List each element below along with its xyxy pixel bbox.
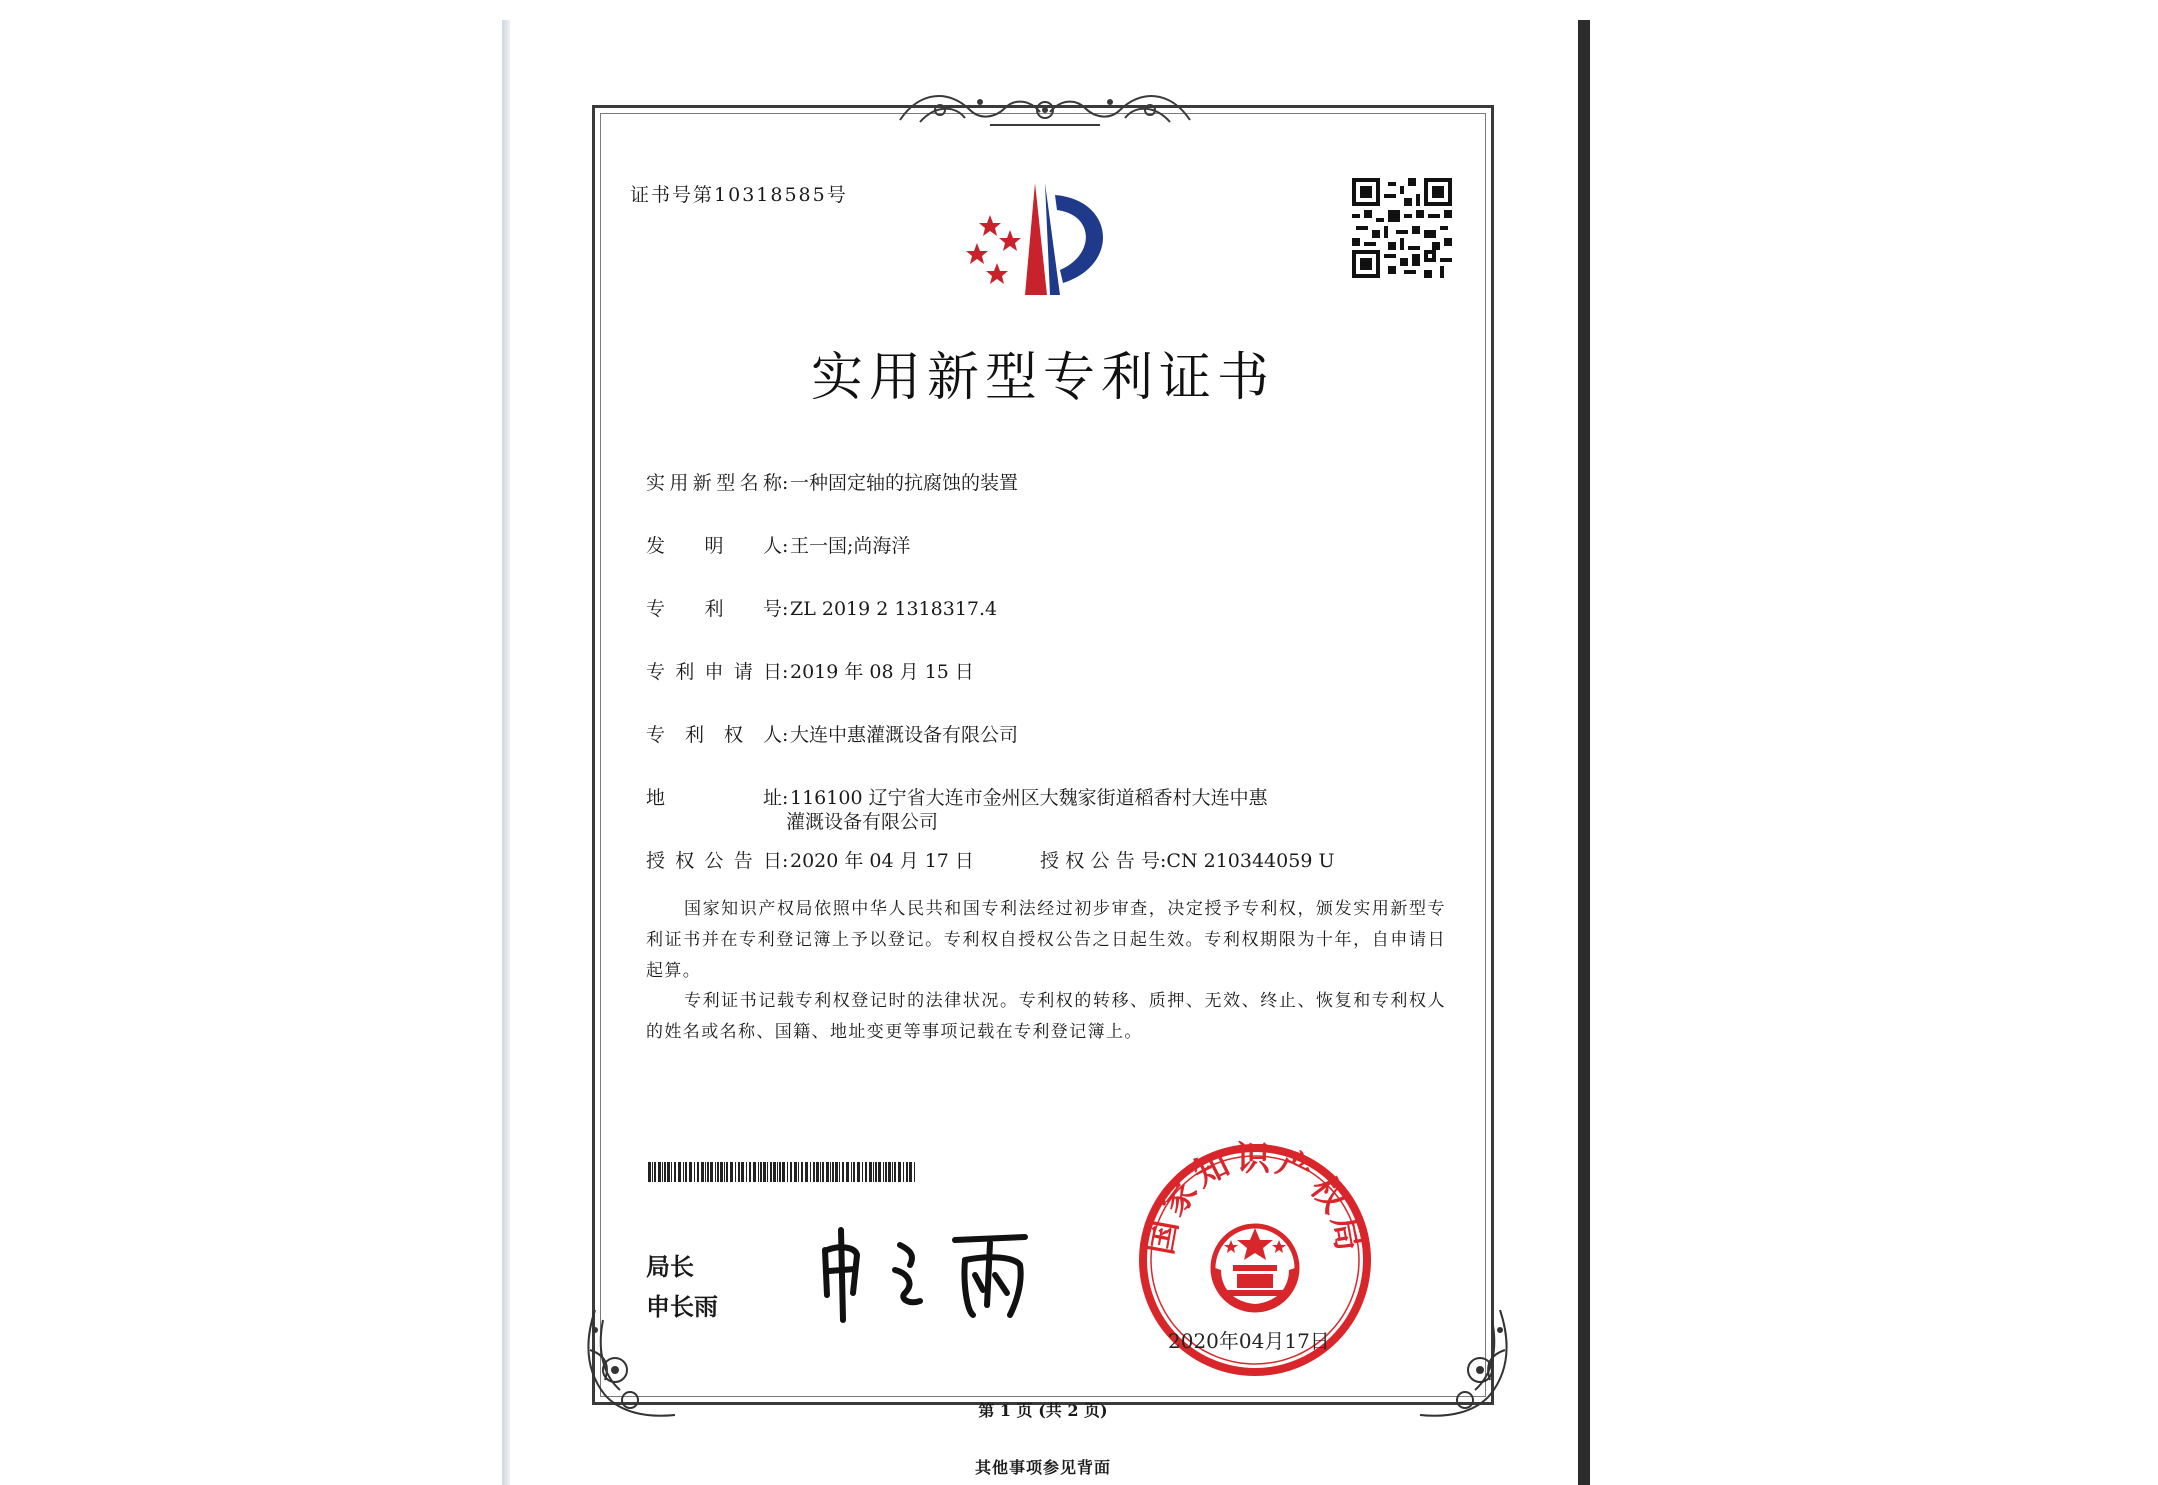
barcode-bar (857, 1162, 860, 1182)
certificate-number-suffix: 号 (826, 184, 848, 206)
barcode-bar (726, 1162, 728, 1182)
barcode-bar (758, 1162, 759, 1182)
field-address-continuation: 灌溉设备有限公司 (786, 811, 939, 833)
barcode-bar (842, 1162, 844, 1182)
field-colon: : (782, 787, 789, 809)
barcode-bar (865, 1162, 867, 1182)
field-address (646, 783, 1268, 810)
barcode-bar (873, 1162, 874, 1182)
field-colon: : (782, 724, 789, 746)
barcode-bar (779, 1162, 781, 1182)
field-patent-number (646, 594, 997, 621)
barcode-bar (671, 1162, 672, 1182)
certificate-number-label: 证书号第 (630, 184, 715, 206)
barcode-bar (770, 1162, 772, 1182)
barcode-bar (885, 1162, 887, 1182)
barcode-bar (717, 1162, 719, 1182)
barcode-bar (683, 1162, 684, 1182)
field-value: CN 210344059 U (1166, 850, 1335, 872)
barcode-bar (820, 1162, 821, 1182)
field-label: 专利权人 (646, 724, 782, 746)
barcode-bar (810, 1162, 811, 1182)
barcode-bar (798, 1162, 799, 1182)
certificate-number (630, 180, 848, 207)
barcode-bar (892, 1162, 893, 1182)
barcode-bar (760, 1162, 762, 1182)
barcode-bar (715, 1162, 716, 1182)
field-label: 授权公告号 (1040, 850, 1160, 872)
qr-code-icon (1352, 178, 1452, 278)
seal-date: 2020年04月17日 (1168, 1329, 1330, 1353)
barcode-bar (735, 1162, 736, 1182)
field-colon: : (782, 472, 789, 494)
barcode-bar (813, 1162, 815, 1182)
field-colon: : (782, 598, 789, 620)
barcode-bar (853, 1162, 855, 1182)
barcode-bar (724, 1162, 725, 1182)
barcode-bar (862, 1162, 863, 1182)
field-value: 王一国;尚海洋 (790, 535, 911, 557)
body-paragraph-2: 专利证书记载专利权登记时的法律状况。专利权的转移、质押、无效、终止、恢复和专利权人的姓名或名称、国籍、地址变更等事项记载在专利登记簿上。 (646, 991, 1446, 1042)
barcode-bar (832, 1162, 834, 1182)
barcode-bar (701, 1162, 704, 1182)
barcode-bar (826, 1162, 829, 1182)
barcode-bar (753, 1162, 756, 1182)
field-inventor (646, 531, 910, 558)
barcode-bar (694, 1162, 695, 1182)
barcode-bar (685, 1162, 687, 1182)
barcode-bar (738, 1162, 740, 1182)
footer-note: 其他事项参见背面 (974, 1458, 1111, 1477)
barcode-bar (652, 1162, 653, 1182)
barcode-bar (790, 1162, 792, 1182)
field-label: 发明人 (646, 535, 782, 557)
barcode-bar (816, 1162, 819, 1182)
director-title: 局长 (646, 1253, 694, 1281)
barcode-bar (903, 1162, 904, 1182)
barcode-bar (654, 1162, 656, 1182)
barcode-bar (830, 1162, 831, 1182)
barcode-bar (805, 1162, 808, 1182)
barcode-bar (707, 1162, 709, 1182)
barcode-bar (839, 1162, 840, 1182)
barcode-bar (710, 1162, 713, 1182)
barcode-icon (648, 1162, 918, 1182)
barcode-bar (741, 1162, 744, 1182)
barcode-bar (773, 1162, 776, 1182)
barcode-bar (883, 1162, 884, 1182)
barcode-bar (720, 1162, 723, 1182)
seal-text: 国家知识产权局 (1140, 1140, 1370, 1258)
patent-office-emblem-icon (955, 175, 1135, 305)
barcode-bar (648, 1162, 651, 1182)
barcode-bar (869, 1162, 872, 1182)
barcode-bar (746, 1162, 747, 1182)
field-label: 专利号 (646, 598, 782, 620)
barcode-bar (667, 1162, 670, 1182)
certificate-title: 实用新型专利证书 (810, 348, 1275, 408)
barcode-bar (689, 1162, 692, 1182)
barcode-bar (794, 1162, 797, 1182)
barcode-bar (801, 1162, 803, 1182)
field-colon: : (782, 661, 789, 683)
handwritten-signature (815, 1215, 1045, 1325)
paper-left-edge (502, 20, 510, 1485)
barcode-bar (782, 1162, 785, 1182)
barcode-bar (878, 1162, 881, 1182)
field-grant-date (646, 846, 974, 873)
field-label: 地址 (646, 787, 782, 809)
barcode-bar (822, 1162, 824, 1182)
body-paragraph-1: 国家知识产权局依照中华人民共和国专利法经过初步审查，决定授予专利权，颁发实用新型专利证书并在专利登记簿上予以登记。专利权自授权公告之日起生效。专利权期限为十年，自申请日起算。 (646, 899, 1446, 981)
field-value: 大连中惠灌溉设备有限公司 (790, 724, 1019, 746)
barcode-bar (894, 1162, 896, 1182)
field-label: 授权公告日 (646, 850, 782, 872)
top-ornament-icon (880, 80, 1210, 140)
barcode-bar (914, 1162, 915, 1182)
barcode-bar (898, 1162, 901, 1182)
barcode-bar (658, 1162, 661, 1182)
field-value: 一种固定轴的抗腐蚀的装置 (790, 472, 1019, 494)
paper-right-edge (1578, 20, 1590, 1485)
field-utility-model-name (646, 468, 1018, 495)
barcode-bar (678, 1162, 681, 1182)
certificate-number-value: 10318585 (714, 184, 827, 206)
field-value: 2019 年 08 月 15 日 (790, 661, 974, 683)
barcode-bar (662, 1162, 663, 1182)
barcode-bar (664, 1162, 666, 1182)
barcode-bar (909, 1162, 912, 1182)
field-value: 116100 辽宁省大连市金州区大魏家街道稻香村大连中惠 (790, 787, 1268, 809)
barcode-bar (674, 1162, 676, 1182)
field-patentee (646, 720, 1018, 747)
barcode-bar (705, 1162, 706, 1182)
director-name: 申长雨 (646, 1293, 718, 1321)
field-colon: : (782, 850, 789, 872)
barcode-bar (787, 1162, 788, 1182)
field-grant-number (1040, 846, 1334, 873)
page-indicator: 第 1 页 (共 2 页) (978, 1401, 1108, 1420)
field-label: 专利申请日 (646, 661, 782, 683)
barcode-bar (888, 1162, 891, 1182)
field-filing-date (646, 657, 974, 684)
barcode-bar (730, 1162, 733, 1182)
barcode-bar (906, 1162, 908, 1182)
barcode-bar (835, 1162, 838, 1182)
barcode-bar (697, 1162, 699, 1182)
barcode-bar (749, 1162, 751, 1182)
barcode-bar (875, 1162, 877, 1182)
field-colon: : (782, 535, 789, 557)
barcode-bar (767, 1162, 768, 1182)
barcode-bar (763, 1162, 766, 1182)
barcode-bar (851, 1162, 852, 1182)
field-value: 2020 年 04 月 17 日 (790, 850, 974, 872)
field-label: 实用新型名称 (646, 472, 782, 494)
field-value: ZL 2019 2 1318317.4 (790, 598, 998, 620)
field-colon: : (1160, 850, 1167, 872)
barcode-bar (777, 1162, 778, 1182)
barcode-bar (846, 1162, 849, 1182)
